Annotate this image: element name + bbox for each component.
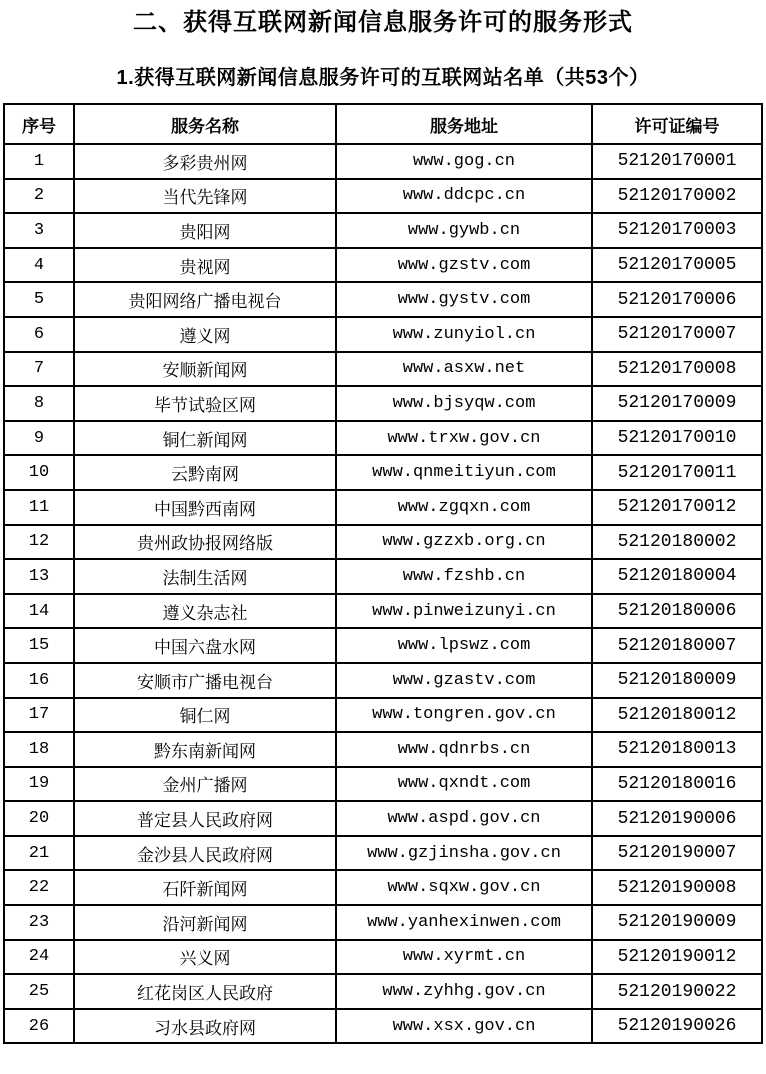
cell-service-name: 黔东南新闻网 xyxy=(74,732,336,767)
cell-service-address: www.bjsyqw.com xyxy=(336,386,592,421)
cell-service-name: 云黔南网 xyxy=(74,455,336,490)
cell-service-address: www.sqxw.gov.cn xyxy=(336,870,592,905)
cell-service-name: 当代先锋网 xyxy=(74,179,336,214)
table-body xyxy=(4,144,762,1043)
cell-license-number: 52120190012 xyxy=(592,940,762,975)
table-row xyxy=(4,974,762,1009)
cell-service-name: 安顺市广播电视台 xyxy=(74,663,336,698)
cell-license-number: 52120170005 xyxy=(592,248,762,283)
cell-license-number: 52120190009 xyxy=(592,905,762,940)
cell-serial-number: 8 xyxy=(4,386,74,421)
cell-serial-number: 24 xyxy=(4,940,74,975)
cell-serial-number: 11 xyxy=(4,490,74,525)
table-row xyxy=(4,421,762,456)
cell-service-name: 贵州政协报网络版 xyxy=(74,525,336,560)
cell-license-number: 52120170006 xyxy=(592,282,762,317)
header-service-address: 服务地址 xyxy=(336,104,592,144)
cell-service-name: 兴义网 xyxy=(74,940,336,975)
header-service-name: 服务名称 xyxy=(74,104,336,144)
table-header-row xyxy=(4,104,762,144)
cell-service-name: 铜仁网 xyxy=(74,698,336,733)
cell-license-number: 52120190007 xyxy=(592,836,762,871)
table-row xyxy=(4,282,762,317)
cell-service-address: www.aspd.gov.cn xyxy=(336,801,592,836)
cell-service-address: www.ddcpc.cn xyxy=(336,179,592,214)
cell-license-number: 52120170010 xyxy=(592,421,762,456)
cell-serial-number: 17 xyxy=(4,698,74,733)
cell-service-name: 石阡新闻网 xyxy=(74,870,336,905)
cell-service-name: 习水县政府网 xyxy=(74,1009,336,1044)
cell-service-address: www.zgqxn.com xyxy=(336,490,592,525)
cell-service-address: www.pinweizunyi.cn xyxy=(336,594,592,629)
cell-license-number: 52120170002 xyxy=(592,179,762,214)
table-row xyxy=(4,317,762,352)
cell-service-name: 铜仁新闻网 xyxy=(74,421,336,456)
table-row xyxy=(4,352,762,387)
cell-service-name: 金州广播网 xyxy=(74,767,336,802)
cell-serial-number: 25 xyxy=(4,974,74,1009)
section-subtitle: 1.获得互联网新闻信息服务许可的互联网站名单（共53个） xyxy=(116,67,650,89)
cell-serial-number: 9 xyxy=(4,421,74,456)
table-row xyxy=(4,455,762,490)
table-row xyxy=(4,179,762,214)
cell-serial-number: 6 xyxy=(4,317,74,352)
cell-serial-number: 22 xyxy=(4,870,74,905)
cell-service-name: 金沙县人民政府网 xyxy=(74,836,336,871)
cell-service-address: www.trxw.gov.cn xyxy=(336,421,592,456)
cell-service-name: 贵阳网络广播电视台 xyxy=(74,282,336,317)
cell-serial-number: 12 xyxy=(4,525,74,560)
table-row xyxy=(4,732,762,767)
table-row xyxy=(4,663,762,698)
cell-service-address: www.zunyiol.cn xyxy=(336,317,592,352)
cell-serial-number: 20 xyxy=(4,801,74,836)
cell-license-number: 52120190008 xyxy=(592,870,762,905)
cell-serial-number: 21 xyxy=(4,836,74,871)
cell-serial-number: 18 xyxy=(4,732,74,767)
cell-service-address: www.gzastv.com xyxy=(336,663,592,698)
cell-service-name: 普定县人民政府网 xyxy=(74,801,336,836)
table-row xyxy=(4,213,762,248)
cell-service-address: www.yanhexinwen.com xyxy=(336,905,592,940)
table-row xyxy=(4,525,762,560)
cell-service-address: www.xyrmt.cn xyxy=(336,940,592,975)
table-row xyxy=(4,559,762,594)
cell-serial-number: 7 xyxy=(4,352,74,387)
cell-service-name: 安顺新闻网 xyxy=(74,352,336,387)
cell-license-number: 52120190022 xyxy=(592,974,762,1009)
table-row xyxy=(4,905,762,940)
cell-serial-number: 4 xyxy=(4,248,74,283)
cell-service-name: 贵视网 xyxy=(74,248,336,283)
cell-serial-number: 13 xyxy=(4,559,74,594)
cell-license-number: 52120180012 xyxy=(592,698,762,733)
cell-license-number: 52120180007 xyxy=(592,628,762,663)
cell-serial-number: 15 xyxy=(4,628,74,663)
cell-service-address: www.gystv.com xyxy=(336,282,592,317)
table-row xyxy=(4,801,762,836)
table-row xyxy=(4,386,762,421)
table-row xyxy=(4,698,762,733)
cell-license-number: 52120170011 xyxy=(592,455,762,490)
cell-service-name: 毕节试验区网 xyxy=(74,386,336,421)
cell-service-address: www.qnmeitiyun.com xyxy=(336,455,592,490)
table-row xyxy=(4,248,762,283)
cell-license-number: 52120180002 xyxy=(592,525,762,560)
table-row xyxy=(4,870,762,905)
cell-serial-number: 3 xyxy=(4,213,74,248)
cell-license-number: 52120170001 xyxy=(592,144,762,179)
cell-license-number: 52120170009 xyxy=(592,386,762,421)
cell-service-name: 多彩贵州网 xyxy=(74,144,336,179)
cell-service-name: 遵义杂志社 xyxy=(74,594,336,629)
table-row xyxy=(4,940,762,975)
table-row xyxy=(4,144,762,179)
cell-service-address: www.qxndt.com xyxy=(336,767,592,802)
cell-service-address: www.gywb.cn xyxy=(336,213,592,248)
cell-license-number: 52120180016 xyxy=(592,767,762,802)
cell-service-address: www.gzstv.com xyxy=(336,248,592,283)
table-row xyxy=(4,628,762,663)
cell-service-address: www.zyhhg.gov.cn xyxy=(336,974,592,1009)
cell-license-number: 52120180004 xyxy=(592,559,762,594)
table-row xyxy=(4,1009,762,1044)
cell-service-address: www.lpswz.com xyxy=(336,628,592,663)
page-title: 二、获得互联网新闻信息服务许可的服务形式 xyxy=(133,9,633,36)
cell-service-name: 遵义网 xyxy=(74,317,336,352)
cell-serial-number: 14 xyxy=(4,594,74,629)
cell-serial-number: 2 xyxy=(4,179,74,214)
table-row xyxy=(4,836,762,871)
cell-service-address: www.gzzxb.org.cn xyxy=(336,525,592,560)
cell-service-address: www.qdnrbs.cn xyxy=(336,732,592,767)
cell-service-name: 中国六盘水网 xyxy=(74,628,336,663)
cell-service-address: www.asxw.net xyxy=(336,352,592,387)
cell-serial-number: 10 xyxy=(4,455,74,490)
cell-service-address: www.gzjinsha.gov.cn xyxy=(336,836,592,871)
cell-license-number: 52120180006 xyxy=(592,594,762,629)
license-table xyxy=(3,103,763,1044)
cell-license-number: 52120190026 xyxy=(592,1009,762,1044)
header-license-number: 许可证编号 xyxy=(592,104,762,144)
cell-license-number: 52120170012 xyxy=(592,490,762,525)
cell-serial-number: 16 xyxy=(4,663,74,698)
cell-serial-number: 19 xyxy=(4,767,74,802)
cell-service-address: www.xsx.gov.cn xyxy=(336,1009,592,1044)
cell-license-number: 52120170003 xyxy=(592,213,762,248)
cell-license-number: 52120190006 xyxy=(592,801,762,836)
table-row xyxy=(4,594,762,629)
cell-service-name: 法制生活网 xyxy=(74,559,336,594)
header-serial-number: 序号 xyxy=(4,104,74,144)
cell-serial-number: 5 xyxy=(4,282,74,317)
cell-license-number: 52120170008 xyxy=(592,352,762,387)
cell-service-address: www.tongren.gov.cn xyxy=(336,698,592,733)
cell-service-name: 中国黔西南网 xyxy=(74,490,336,525)
cell-service-name: 贵阳网 xyxy=(74,213,336,248)
cell-service-address: www.fzshb.cn xyxy=(336,559,592,594)
cell-serial-number: 1 xyxy=(4,144,74,179)
cell-service-address: www.gog.cn xyxy=(336,144,592,179)
cell-serial-number: 23 xyxy=(4,905,74,940)
cell-service-name: 红花岗区人民政府 xyxy=(74,974,336,1009)
table-row xyxy=(4,490,762,525)
cell-service-name: 沿河新闻网 xyxy=(74,905,336,940)
table-row xyxy=(4,767,762,802)
cell-license-number: 52120170007 xyxy=(592,317,762,352)
cell-serial-number: 26 xyxy=(4,1009,74,1044)
cell-license-number: 52120180013 xyxy=(592,732,762,767)
cell-license-number: 52120180009 xyxy=(592,663,762,698)
